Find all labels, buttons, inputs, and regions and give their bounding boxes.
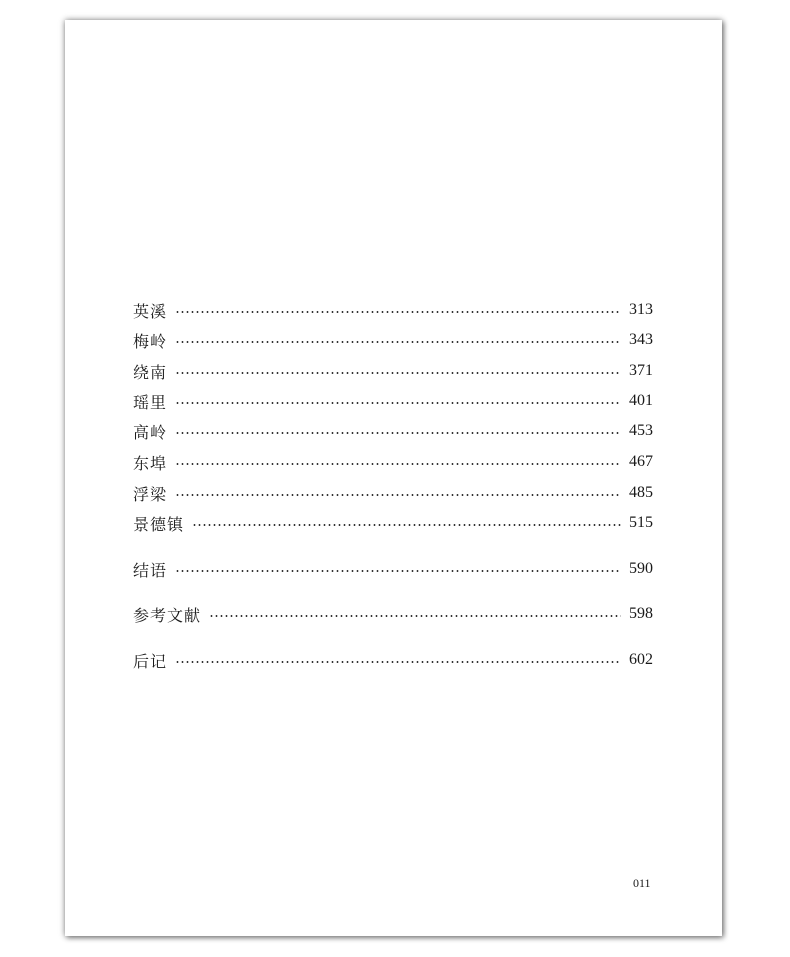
toc-entry-title: 后记 bbox=[133, 651, 168, 671]
toc-leader-dots bbox=[175, 341, 621, 343]
toc-leader-dots bbox=[175, 661, 621, 663]
toc-entry-title: 梅岭 bbox=[133, 331, 168, 351]
toc-entry bbox=[133, 481, 653, 505]
toc-entry bbox=[133, 557, 653, 581]
toc-leader-dots bbox=[175, 402, 621, 404]
toc-leader-dots bbox=[175, 463, 621, 465]
toc-entry-page: 313 bbox=[629, 301, 653, 318]
toc-entry-page: 371 bbox=[629, 362, 653, 379]
toc-entry-page: 515 bbox=[629, 514, 653, 531]
toc-entry bbox=[133, 419, 653, 443]
toc-leader-dots bbox=[209, 615, 621, 617]
toc-entry-title: 浮梁 bbox=[133, 484, 168, 504]
toc-leader-dots bbox=[175, 311, 621, 313]
toc-entry-page: 401 bbox=[629, 392, 653, 409]
toc-leader-dots bbox=[192, 524, 621, 526]
toc-entry-page: 467 bbox=[629, 453, 653, 470]
toc-entry bbox=[133, 298, 653, 322]
toc-leader-dots bbox=[175, 432, 621, 434]
toc-entry bbox=[133, 359, 653, 383]
toc-leader-dots bbox=[175, 570, 621, 572]
toc-leader-dots bbox=[175, 494, 621, 496]
toc-entry-title: 英溪 bbox=[133, 301, 168, 321]
toc-entry bbox=[133, 602, 653, 626]
toc-entry bbox=[133, 450, 653, 474]
toc-entry-title: 高岭 bbox=[133, 422, 168, 442]
toc-entry bbox=[133, 648, 653, 672]
toc-entry bbox=[133, 328, 653, 352]
book-page bbox=[65, 20, 722, 936]
toc-entry-page: 453 bbox=[629, 422, 653, 439]
toc-entry-page: 590 bbox=[629, 560, 653, 577]
toc-entry-title: 景德镇 bbox=[133, 514, 185, 534]
toc-entry-title: 参考文献 bbox=[133, 605, 202, 625]
toc-entry bbox=[133, 511, 653, 535]
page-number: 011 bbox=[633, 876, 651, 890]
toc-entry-page: 602 bbox=[629, 651, 653, 668]
toc-entry bbox=[133, 389, 653, 413]
toc-entry-title: 结语 bbox=[133, 560, 168, 580]
toc-entry-title: 瑶里 bbox=[133, 392, 168, 412]
toc-leader-dots bbox=[175, 372, 621, 374]
toc-entry-page: 485 bbox=[629, 484, 653, 501]
toc-entry-page: 343 bbox=[629, 331, 653, 348]
toc-entry-title: 东埠 bbox=[133, 453, 168, 473]
toc-entry-title: 绕南 bbox=[133, 362, 168, 382]
toc-entry-page: 598 bbox=[629, 605, 653, 622]
